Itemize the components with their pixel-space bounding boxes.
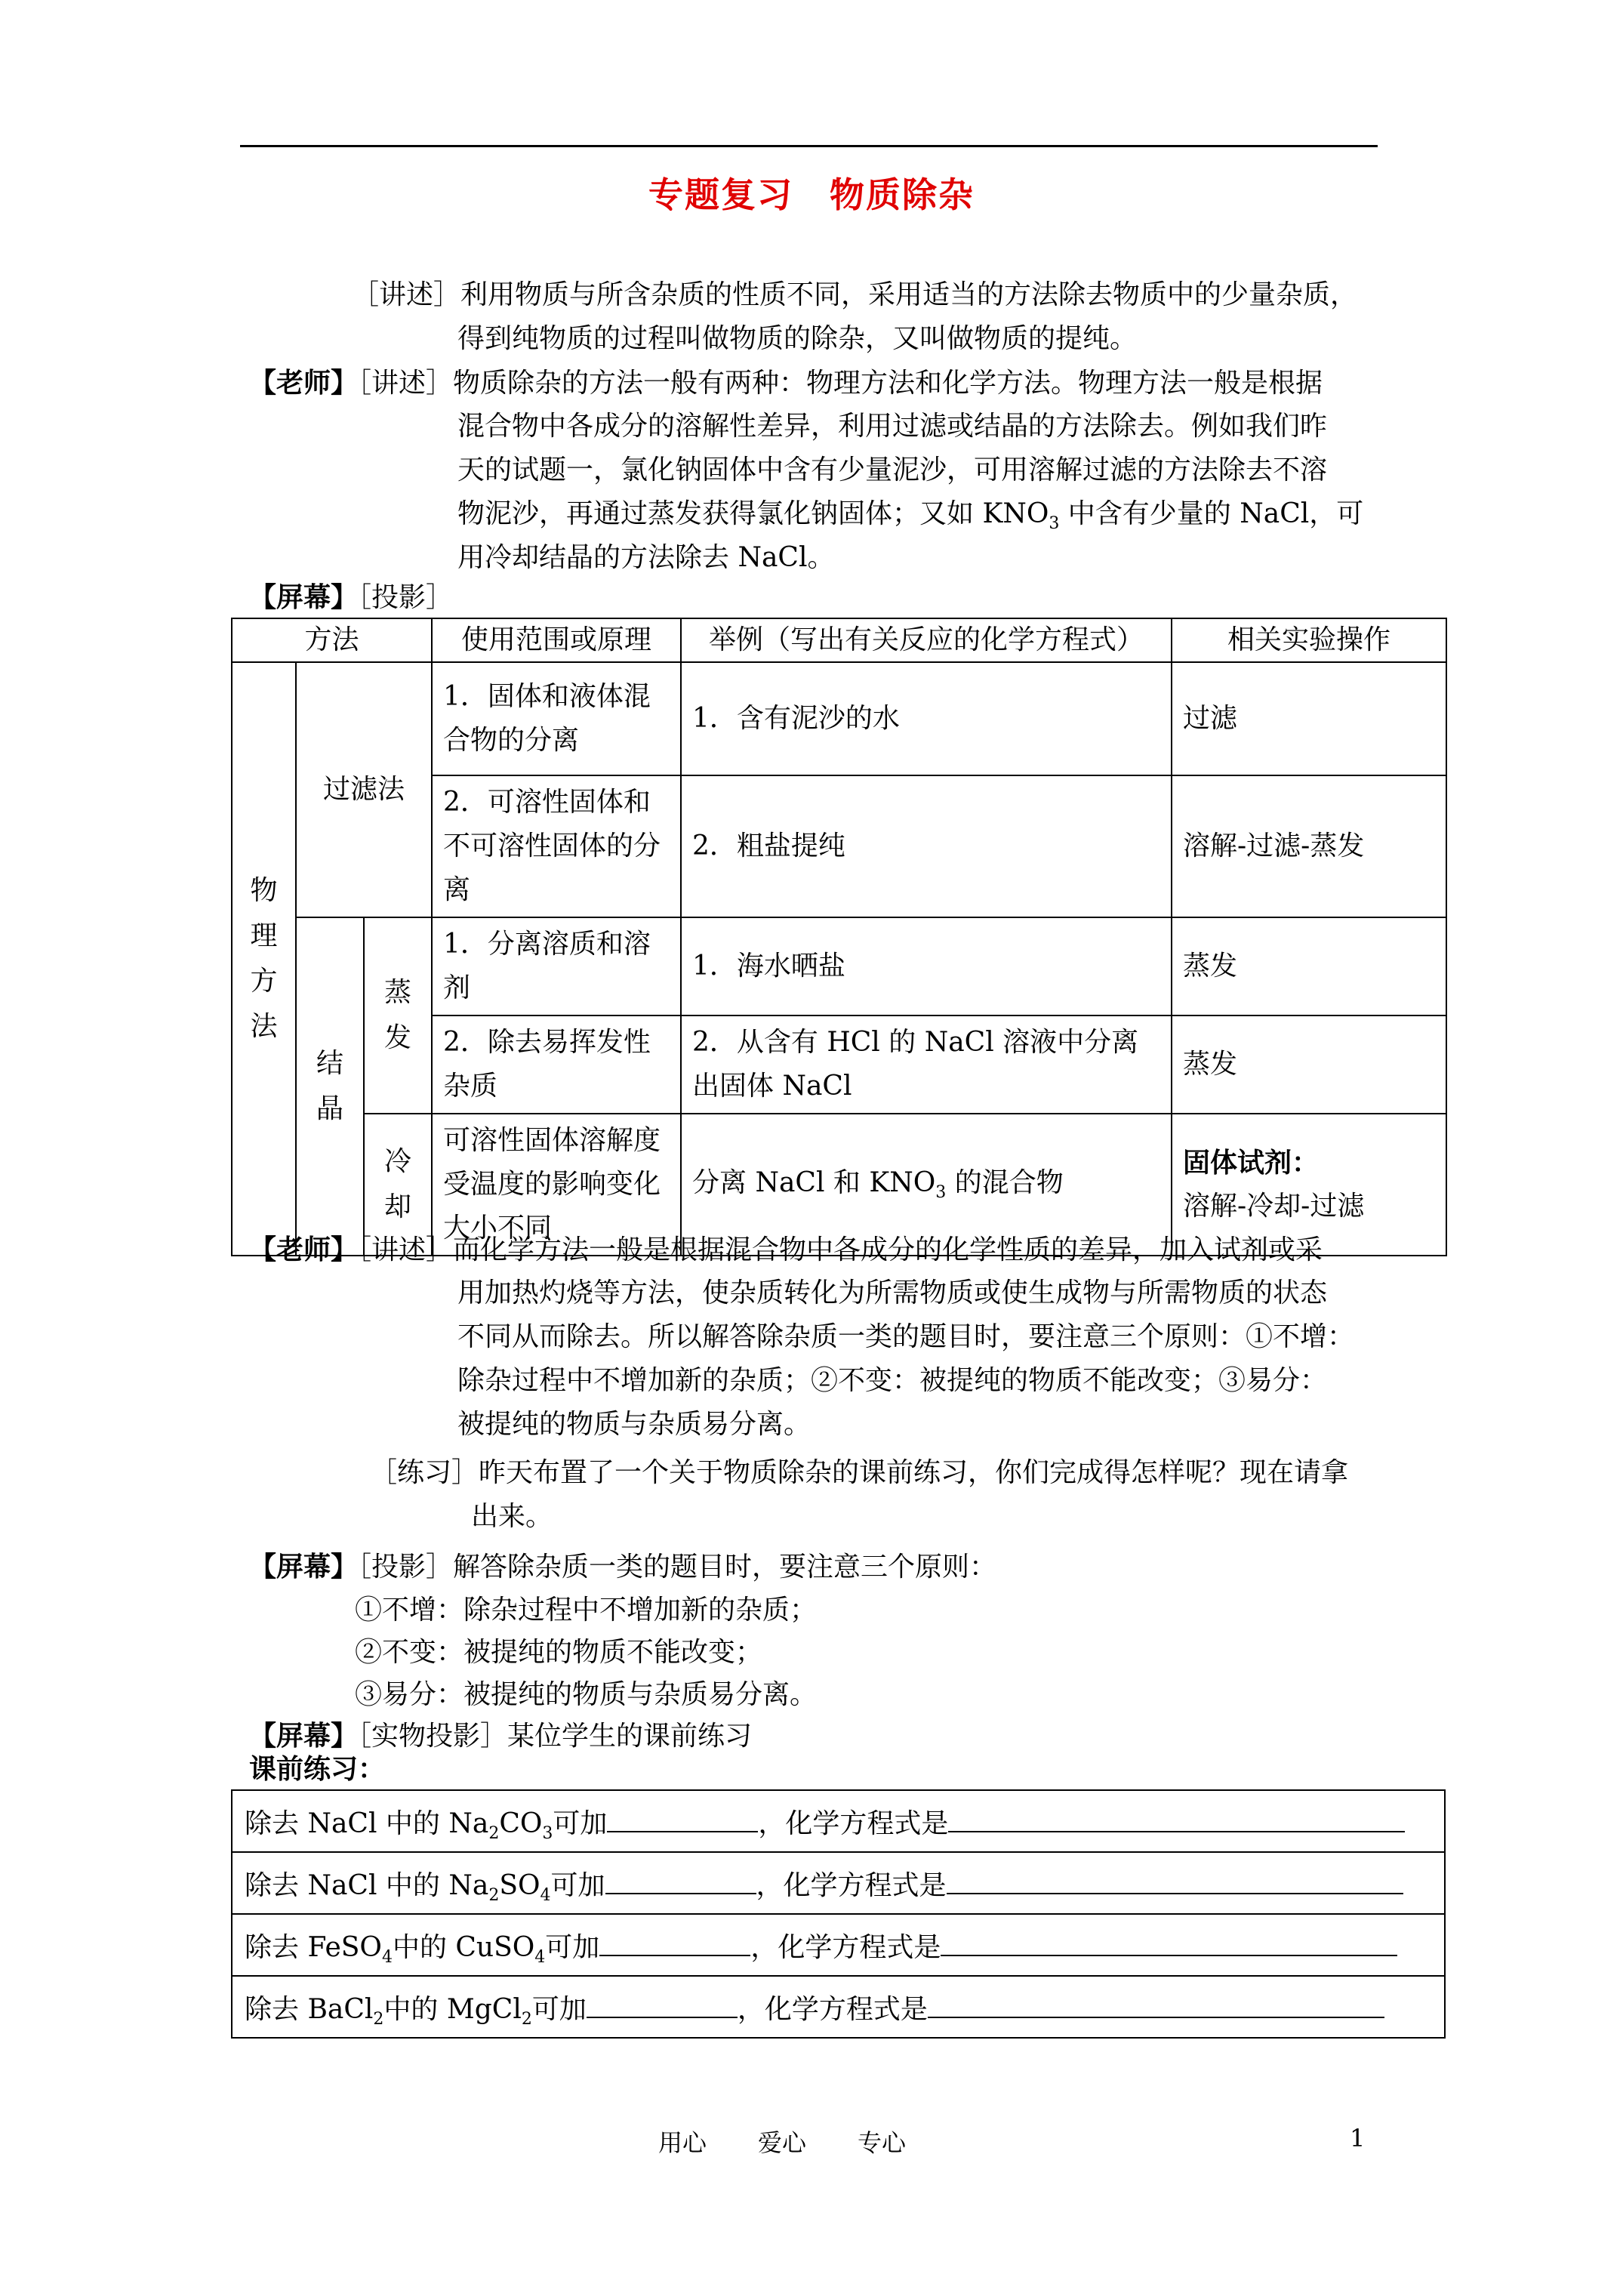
intro-line-1: ［讲述］利用物质与所含杂质的性质不同，采用适当的方法除去物质中的少量杂质， (352, 279, 1358, 310)
screen-projection-2: 【屏幕】［投影］解答除杂质一类的题目时，要注意三个原则： (249, 1551, 997, 1583)
operation-cell: 过滤 (1172, 662, 1446, 775)
page-title: 专题复习 物质除杂 (648, 174, 975, 215)
exercise-row: 除去 NaCl 中的 $Na_2CO_3$可加 ，化学方程式是 (232, 1790, 1445, 1852)
reagent-blank[interactable] (587, 1989, 738, 2018)
footer-text-3: 专心 (858, 2128, 907, 2157)
exercise-row: 除去 FeSO$_4$中的 CuSO$_4$可加 ，化学方程式是 (232, 1914, 1445, 1976)
practice-line-2: 出来。 (471, 1501, 553, 1532)
equation-blank[interactable] (928, 1989, 1384, 2018)
intro-tag: ［讲述］ (352, 279, 461, 310)
teacher2-line-1: 【老师】［讲述］而化学方法一般是根据混合物中各成分的化学性质的差异，加入试剂或采 (249, 1234, 1323, 1265)
exercise-row: 除去 BaCl$_2$中的 MgCl$_2$可加 ，化学方程式是 (232, 1976, 1445, 2038)
operation-cell: 溶解-过滤-蒸发 (1172, 775, 1446, 917)
example-cell: 2．粗盐提纯 (681, 775, 1172, 917)
teacher-tag: 【老师】 (249, 367, 359, 399)
header-method: 方法 (232, 618, 432, 662)
principle-3: ③易分：被提纯的物质与杂质易分离。 (355, 1679, 818, 1710)
footer-text-1: 用心 (658, 2128, 707, 2157)
header-range: 使用范围或原理 (432, 618, 681, 662)
range-cell: 2．除去易挥发性杂质 (432, 1015, 681, 1114)
reagent-blank[interactable] (599, 1928, 750, 1956)
exercise-table (231, 1789, 1446, 2039)
principle-1: ①不增：除杂过程中不增加新的杂质； (355, 1595, 818, 1626)
table-row (232, 662, 1446, 775)
crystal-method-cell: 结 晶 (296, 917, 364, 1256)
teacher2-line-3: 不同从而除去。所以解答除杂质一类的题目时，要注意三个原则：①不增： (457, 1321, 1355, 1352)
teacher2-line-2: 用加热灼烧等方法，使杂质转化为所需物质或使生成物与所需物质的状态 (457, 1277, 1328, 1308)
table-row (232, 917, 1446, 1015)
teacher2-line-4: 除杂过程中不增加新的杂质；②不变：被提纯的物质不能改变；③易分： (457, 1365, 1328, 1396)
operation-cell: 蒸发 (1172, 1015, 1446, 1114)
teacher1-line-1: 【老师】［讲述］物质除杂的方法一般有两种：物理方法和化学方法。物理方法一般是根据 (249, 367, 1323, 399)
equation-blank[interactable] (948, 1804, 1405, 1832)
screen-projection-1: 【屏幕】［投影］ (249, 581, 454, 613)
example-cell: 1．含有泥沙的水 (681, 662, 1172, 775)
evaporation-cell: 蒸 发 (364, 917, 432, 1114)
example-cell: 2．从含有 HCl 的 NaCl 溶液中分离出固体 NaCl (681, 1015, 1172, 1114)
table-header-row (232, 618, 1446, 662)
practice-line-1: ［练习］昨天布置了一个关于物质除杂的课前练习，你们完成得怎样呢？现在请拿 (370, 1457, 1349, 1488)
example-cell: 分离 NaCl 和 $KNO_3$ 的混合物 (681, 1114, 1172, 1256)
range-cell: 2．可溶性固体和不可溶性固体的分离 (432, 775, 681, 917)
reagent-blank[interactable] (605, 1866, 756, 1894)
reagent-blank[interactable] (607, 1804, 758, 1832)
exercise-heading: 课前练习： (249, 1753, 386, 1785)
screen-projection-3: 【屏幕】［实物投影］某位学生的课前练习 (249, 1720, 753, 1752)
operation-cell: 固体试剂： 溶解-冷却-过滤 (1172, 1114, 1446, 1256)
principle-2: ②不变：被提纯的物质不能改变； (355, 1637, 763, 1668)
teacher1-line-2: 混合物中各成分的溶解性差异，利用过滤或结晶的方法除去。例如我们昨 (457, 411, 1328, 442)
header-operation: 相关实验操作 (1172, 618, 1446, 662)
intro-line-2: 得到纯物质的过程叫做物质的除杂，又叫做物质的提纯。 (457, 323, 1138, 354)
footer-text-2: 爱心 (758, 2128, 807, 2157)
exercise-row: 除去 NaCl 中的 $Na_2SO_4$可加 ，化学方程式是 (232, 1852, 1445, 1914)
teacher1-line-3: 天的试题一，氯化钠固体中含有少量泥沙，可用溶解过滤的方法除去不溶 (457, 455, 1328, 485)
methods-table (231, 618, 1447, 1256)
range-cell: 1．分离溶质和溶剂 (432, 917, 681, 1015)
example-cell: 1．海水晒盐 (681, 917, 1172, 1015)
teacher1-line-4: 物泥沙，再通过蒸发获得氯化钠固体；又如 $KNO_3$ 中含有少量的 NaCl，可 (457, 498, 1364, 533)
header-example: 举例（写出有关反应的化学方程式） (681, 618, 1172, 662)
teacher2-line-5: 被提纯的物质与杂质易分离。 (457, 1409, 812, 1440)
equation-blank[interactable] (947, 1866, 1403, 1894)
cooling-cell: 冷 却 (364, 1114, 432, 1256)
page-number: 1 (1350, 2124, 1366, 2153)
range-cell: 1．固体和液体混合物的分离 (432, 662, 681, 775)
range-cell: 可溶性固体溶解度受温度的影响变化大小不同 (432, 1114, 681, 1256)
filter-method-cell: 过滤法 (296, 662, 432, 917)
teacher1-line-5: 用冷却结晶的方法除去 NaCl。 (457, 542, 835, 573)
physical-method-cell: 物 理 方 法 (232, 662, 296, 1256)
equation-blank[interactable] (941, 1928, 1397, 1956)
operation-cell: 蒸发 (1172, 917, 1446, 1015)
header-rule (240, 145, 1378, 147)
